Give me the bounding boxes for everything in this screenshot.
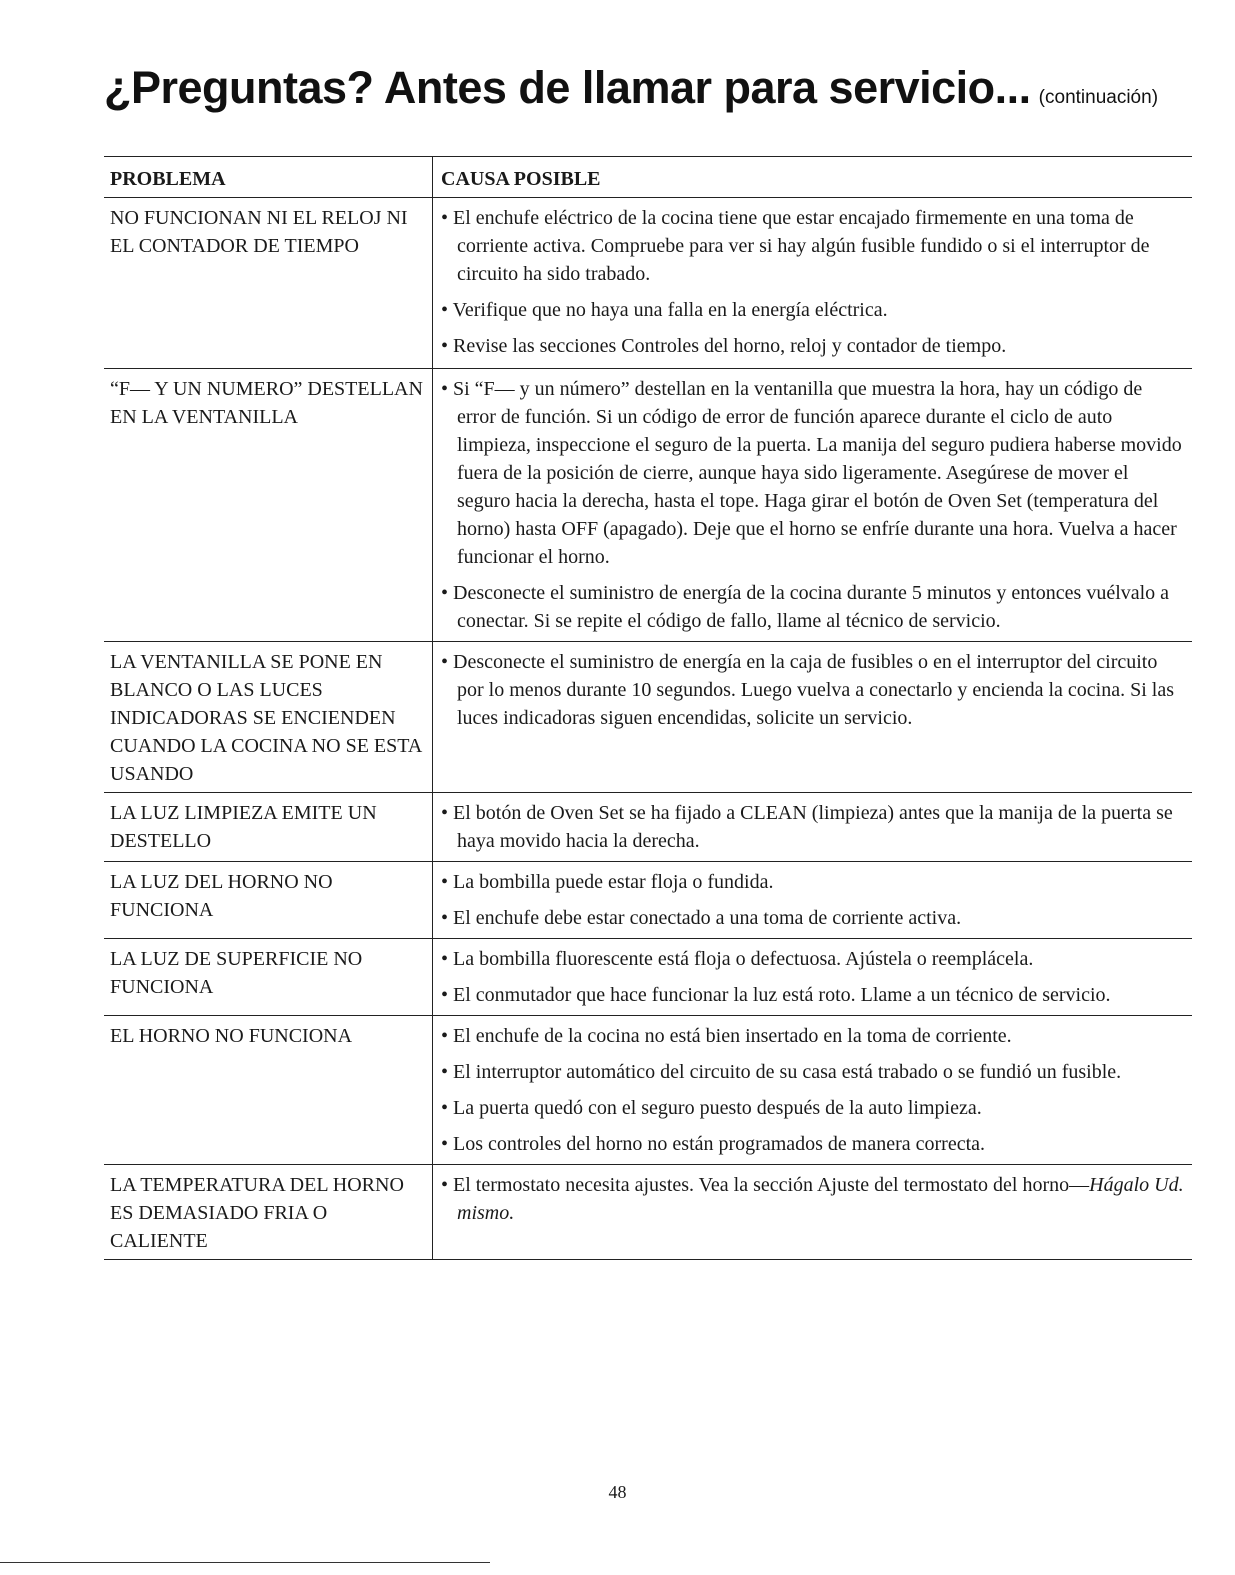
page-number: 48	[608, 1482, 627, 1502]
cause-item: • Revise las secciones Controles del horno, reloj y contador de tiempo.	[441, 335, 1007, 357]
cause-cell	[433, 793, 1193, 862]
column-header-cause: CAUSA POSIBLE	[433, 157, 1193, 198]
cause-item: • El conmutador que hace funcionar la luz está roto. Llame a un técnico de servicio.	[441, 984, 1111, 1006]
table-header-row	[104, 157, 1192, 198]
cause-cell	[433, 198, 1193, 369]
cause-text: • El termostato necesita ajustes. Vea la sección Ajuste del termostato del horno—	[441, 1174, 1090, 1196]
problem-cell: LA VENTANILLA SE PONE EN BLANCO O LAS LUCES INDICADORAS SE ENCIENDEN CUANDO LA COCINA NO SE ESTA USANDO	[104, 642, 433, 793]
cause-item: • El enchufe debe estar conectado a una toma de corriente activa.	[441, 907, 962, 929]
cause-item: • El enchufe eléctrico de la cocina tiene que estar encajado firmemente en una toma de corriente activa. Compruebe para ver si hay algún fusible fundido o si el interruptor de circuito ha sido trabado.	[441, 207, 1150, 285]
problem-cell: LA LUZ LIMPIEZA EMITE UN DESTELLO	[104, 793, 433, 862]
problem-cell: LA TEMPERATURA DEL HORNO ES DEMASIADO FRIA O CALIENTE	[104, 1165, 433, 1260]
cause-item: • Desconecte el suministro de energía de la cocina durante 5 minutos y entonces vuélvalo a conectar. Si se repite el código de fallo, llame al técnico de servicio.	[441, 582, 1170, 632]
cause-item: • Si “F— y un número” destellan en la ventanilla que muestra la hora, hay un código de error de función. Si un código de error de función aparece durante el ciclo de auto limpieza, inspeccione el seguro de la puerta. La manija del seguro pudiera haberse movido fuera de la posición de cierre, aunque haya sido ligeramente. Asegúrese de mover el seguro hacia la derecha, hasta el tope. Haga girar el botón de Oven Set (temperatura del horno) hasta OFF (apagado). Deje que el horno se enfríe durante una hora. Vuelva a hacer funcionar el horno.	[441, 378, 1182, 568]
cause-cell	[433, 939, 1193, 1016]
problem-cell: EL HORNO NO FUNCIONA	[104, 1016, 433, 1165]
table-row	[104, 369, 1192, 642]
cause-item: • El enchufe de la cocina no está bien insertado en la toma de corriente.	[441, 1025, 1012, 1047]
cause-cell	[433, 862, 1193, 939]
table-row	[104, 1165, 1192, 1260]
cause-item: • El botón de Oven Set se ha fijado a CLEAN (limpieza) antes que la manija de la puerta se haya movido hacia la derecha.	[441, 802, 1173, 852]
cause-item: • Desconecte el suministro de energía en la caja de fusibles o en el interruptor del circuito por lo menos durante 10 segundos. Luego vuelva a conectarlo y encienda la cocina. Si las luces indicadoras siguen encendidas, solicite un servicio.	[441, 651, 1174, 729]
problem-cell: LA LUZ DE SUPERFICIE NO FUNCIONA	[104, 939, 433, 1016]
table-row	[104, 198, 1192, 369]
problem-cell: NO FUNCIONAN NI EL RELOJ NI EL CONTADOR DE TIEMPO	[104, 198, 433, 369]
table-row	[104, 939, 1192, 1016]
table-row	[104, 862, 1192, 939]
problem-cell: LA LUZ DEL HORNO NO FUNCIONA	[104, 862, 433, 939]
column-header-problem: PROBLEMA	[104, 157, 433, 198]
troubleshooting-table	[104, 156, 1192, 1260]
cause-item	[441, 1171, 1186, 1227]
cause-item: • La bombilla puede estar floja o fundida.	[441, 871, 774, 893]
page-title-text: ¿Preguntas? Antes de llamar para servicio...	[104, 62, 1031, 113]
cause-cell	[433, 642, 1193, 793]
cause-cell	[433, 1165, 1193, 1260]
problem-cell: “F— Y UN NUMERO” DESTELLAN EN LA VENTANILLA	[104, 369, 433, 642]
page-title	[104, 62, 1158, 114]
continued-label: (continuación)	[1038, 87, 1159, 108]
cause-item: • Verifique que no haya una falla en la energía eléctrica.	[441, 299, 888, 321]
table-row	[104, 1016, 1192, 1165]
cause-item: • El interruptor automático del circuito de su casa está trabado o se fundió un fusible.	[441, 1061, 1122, 1083]
cause-item: • La puerta quedó con el seguro puesto después de la auto limpieza.	[441, 1097, 982, 1119]
cause-cell	[433, 369, 1193, 642]
footer-divider	[0, 1562, 490, 1563]
cause-cell	[433, 1016, 1193, 1165]
table-row	[104, 642, 1192, 793]
cause-item: • Los controles del horno no están programados de manera correcta.	[441, 1133, 986, 1155]
cause-item: • La bombilla fluorescente está floja o defectuosa. Ajústela o reemplácela.	[441, 948, 1034, 970]
cause-italic-reference: Hágalo Ud. mismo.	[457, 1174, 1184, 1224]
table-row	[104, 793, 1192, 862]
